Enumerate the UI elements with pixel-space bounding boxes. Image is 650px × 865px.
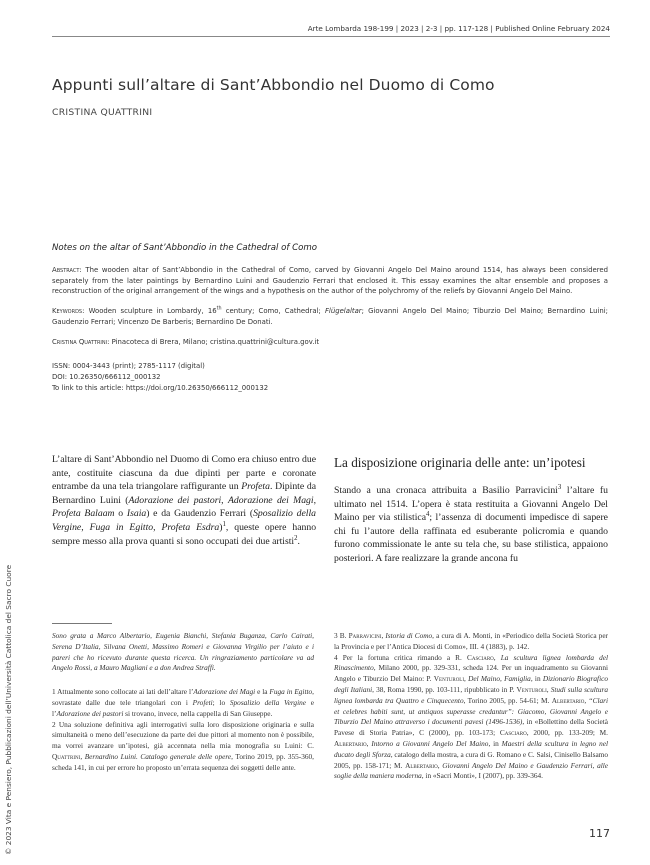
footnote-number: 3 — [334, 631, 338, 640]
text: , — [153, 521, 162, 533]
text: , catalogo della mostra, a cura di G. Romano e C. Salsi, Cinisello Balsamo 2005, pp. 158-171; M. — [334, 749, 609, 770]
footnote-number: 1 — [52, 687, 56, 697]
keywords-text: ; Giovanni Angelo Del Maino; Tiburzio Del Maino; Bernardino Luini; Gaudenzio Ferrari; Vincenzo De Barberis; Bernardino De Donati. — [52, 307, 608, 326]
header-rule — [52, 36, 610, 37]
text: , — [313, 494, 317, 506]
text-smallcaps: Quattrini — [52, 751, 81, 761]
text-italic: Fuga in Egitto — [89, 521, 154, 533]
footnote-number: 4 — [334, 652, 338, 662]
text: , Torino 2005, pp. 54-61; M. — [463, 695, 552, 705]
article-title: Appunti sull’altare di Sant’Abbondio nel Duomo di Como — [52, 76, 495, 94]
text: , — [366, 738, 372, 748]
text: Per la fortuna critica rimando a R. — [337, 652, 467, 662]
text-italic: Adorazione dei pastori — [128, 494, 222, 506]
text: , sovrastate dalle due tele triangolari con i — [52, 687, 314, 707]
section-paragraph — [334, 484, 608, 566]
section-heading: La disposizione originaria delle ante: un’ipotesi — [334, 455, 586, 470]
text: e l’ — [52, 697, 314, 718]
article-author: CRISTINA QUATTRINI — [52, 107, 153, 118]
text-italic: Giovanni Angelo Del Maino e Gaudenzio Ferrari, alle soglie della maniera moderna — [334, 760, 609, 781]
abstract-text: The wooden altar of Sant’Abbondio in the Cathedral of Como, carved by Giovanni Angelo Del Maino around 1514, has always been considered separately from the later paintings by Bernardino Luini and Gaudenzio Ferrari that enclosed it. This essay examines the altar ensemble and proposes a reconstruction of the original arrangement of the wings and a hypothesis on the author of the polychromy of the reliefs by Giovanni Angelo Del Maino. — [52, 266, 608, 296]
footnotes-left — [52, 631, 314, 774]
affiliation-name: Cristina Quattrini — [52, 338, 108, 346]
affiliation — [52, 337, 608, 348]
text: Una soluzione definitiva agli interrogativi sulla loro disposizione originaria e sulla simultaneità o meno dell’esecuzione da parte dei due pittori al momento non è possibile, ma vorrei avanzare un’ipotesi, già accennata nella mia monografia su Luini: C. — [52, 719, 314, 751]
text-italic: Sposalizio della Vergine — [229, 697, 306, 707]
text-smallcaps: Albertario — [551, 695, 585, 705]
text: , — [381, 631, 386, 640]
text: , Milano 2000, pp. 329-331, scheda 124. Per un inquadramento su Giovanni Angelo e Tiburzio Del Maino: P. — [334, 663, 608, 684]
text-italic: Profeti — [192, 697, 213, 707]
footnote-2 — [52, 720, 314, 774]
text-smallcaps: Venturoli — [433, 674, 465, 684]
text: ; l’assenza di documenti impedisce di sapere chi fu l’autore della raffinata ed esuberante policromia e quando furono commissionate le ante su tela che, su base stilistica, appaiono posteriori. A fare realizzare la grande ancona fu — [334, 512, 608, 564]
text: , — [221, 494, 228, 506]
footnote-rule — [52, 623, 112, 624]
text: , a cura di A. Monti, in «Periodico della Società Storica per la Provincia e per l’Antica Diocesi di Como», III. 4 (1883), p. 142. — [334, 631, 608, 651]
text-italic: Maestri della scultura in legno nel ducato degli Sforza — [334, 738, 608, 759]
text-italic: Adorazione dei Magi — [193, 687, 256, 697]
text-italic: “Clari et celebres habiti sunt, ut antiquos superasse credantur”: Giacomo, Giovanni Angelo e Tiburzio Del Maino attraverso i documenti pavesi (1496-1536) — [334, 695, 608, 727]
text: , queste opere hanno sempre messo alla prova quanti si sono occupati dei due artisti — [52, 521, 317, 547]
text-italic: Sposalizio della Vergine — [52, 508, 316, 533]
text-smallcaps: Parravicini — [348, 631, 382, 640]
text-italic: Adorazione dei pastori — [56, 708, 124, 718]
text: l’altare fu ultimato nel 1514. L’opera è stata restituita a Giovanni Angelo Del Maino per via stilistica — [334, 485, 609, 524]
text-smallcaps: Albertario — [405, 760, 438, 770]
text: ) — [219, 521, 223, 533]
affiliation-text: : Pinacoteca di Brera, Milano; cristina.quattrini@cultura.gov.it — [107, 338, 320, 346]
text: , — [464, 674, 469, 684]
article-identifiers — [52, 361, 608, 394]
text: . — [297, 535, 300, 547]
footnote-1 — [52, 687, 314, 719]
text-italic: Profeta Esdra — [161, 521, 220, 533]
footnote-number: 2 — [52, 719, 56, 729]
text-italic: Adorazione dei Magi — [227, 494, 314, 506]
footnote-ref[interactable]: 2 — [294, 534, 298, 542]
text: o — [114, 508, 127, 520]
text-italic: Intorno a Giovanni Angelo Del Maino — [371, 738, 489, 748]
text-smallcaps: Casciaro — [466, 652, 494, 662]
text-smallcaps: Venturoli — [516, 684, 547, 694]
text-italic: Fuga in Egitto — [269, 687, 313, 697]
text-italic: Profeta — [241, 481, 270, 493]
page-number: 117 — [589, 827, 610, 840]
text: si trovano, invece, nella cappella di San Giuseppe. — [123, 708, 273, 718]
text: Attualmente sono collocate ai lati dell’altare l’ — [55, 687, 194, 697]
text: , in «Bollettino della Società Pavese di Storia Patria», C (2000), pp. 103-173; — [334, 717, 609, 738]
text-italic: La scultura lignea lombarda del Rinascimento — [334, 652, 608, 673]
text: , — [493, 652, 501, 662]
text: , — [81, 521, 90, 533]
text: , — [80, 751, 85, 761]
text: L’altare di Sant’Abbondio nel Duomo di Como era chiuso entro due ante, costituite ciascuna da due dipinti per parte e coronate entrambe da una tela triangolare raffigurante un — [52, 454, 316, 493]
text-italic: Istoria di Como — [385, 631, 433, 640]
footnote-ref[interactable]: 4 — [426, 510, 430, 518]
intro-paragraph — [52, 453, 316, 548]
issn: ISSN: 0004-3443 (print); 2785-1117 (digital) — [52, 362, 205, 370]
text: ) e da Gaudenzio Ferrari ( — [146, 508, 254, 520]
text: , Torino 2019, pp. 355-360, scheda 141, in cui per errore ho proposto un’errata sequenza dei soggetti delle ante. — [52, 751, 314, 772]
text: e la — [255, 687, 270, 697]
text-smallcaps: Casciaro — [499, 728, 527, 738]
text-italic: Studi sulla scultura lignea lombarda tra Quattro e Cinquecento — [334, 684, 608, 705]
text: , — [584, 695, 589, 705]
abstract — [52, 265, 608, 297]
keywords-label: Keywords: — [52, 307, 85, 315]
keywords — [52, 306, 608, 327]
text-italic: Profeta Balaam — [52, 508, 115, 520]
keywords-sup: th — [216, 306, 222, 312]
text-italic: Isaia — [126, 508, 147, 520]
article-link[interactable]: To link to this article: https://doi.org/10.26350/666112_000132 — [52, 384, 269, 392]
text-italic: Dizionario Biografico degli Italiani — [334, 674, 608, 694]
running-head: Arte Lombarda 198-199 | 2023 | 2-3 | pp. 117-128 | Published Online February 2024 — [307, 24, 610, 33]
keywords-text: century; Como, Cathedral; — [221, 307, 325, 315]
text-italic: Bernardino Luini. Catalogo generale delle opere — [84, 751, 232, 761]
abstract-label: Abstract: — [52, 266, 82, 274]
text: , in — [530, 674, 543, 684]
text-smallcaps: Albertario — [334, 738, 367, 748]
text: Stando a una cronaca attribuita a Basilio Parravicini — [334, 485, 558, 496]
text-italic: Del Maino, Famiglia — [468, 674, 531, 684]
text: , — [437, 760, 443, 770]
keywords-text: Wooden sculpture in Lombardy, 16 — [88, 307, 217, 315]
text: , 38, Roma 1990, pp. 103-111, ripubblicato in P. — [372, 684, 517, 694]
doi: DOI: 10.26350/666112_000132 — [52, 373, 161, 381]
footnote-ref[interactable]: 1 — [222, 520, 226, 528]
text: , — [546, 684, 551, 694]
text: B. — [337, 631, 349, 640]
footnotes-right — [334, 631, 608, 782]
text: , in — [488, 738, 502, 748]
keywords-italic: Flügelaltar — [324, 307, 362, 315]
footnote-3 — [334, 631, 608, 653]
text: . Dipinte da Bernardino Luini ( — [52, 481, 316, 506]
footnote-4 — [334, 653, 608, 783]
text: ; lo — [212, 697, 230, 707]
english-title: Notes on the altar of Sant’Abbondio in the Cathedral of Como — [52, 243, 318, 253]
footnote-ref[interactable]: 3 — [557, 483, 562, 491]
text: , in «Sacri Monti», I (2007), pp. 339-364. — [421, 771, 543, 781]
acknowledgements: Sono grata a Marco Albertario, Eugenia Bianchi, Stefania Buganza, Carlo Cairati, Serena D’Italia, Silvana Onetti, Massimo Romeri e Giovanna Virgilio per l’aiuto e i pareri che ho ricevuto durante questa ricerca. Un ringraziamento particolare va ad Angelo Rossi, a Mauro Magliani e a don Andrea Straffi. — [52, 631, 314, 673]
text: , 2000, pp. 133-209; M. — [526, 728, 608, 738]
copyright-sidebar: © 2023 Vita e Pensiero, Pubblicazioni dell’Università Cattolica del Sacro Cuore — [4, 564, 13, 855]
